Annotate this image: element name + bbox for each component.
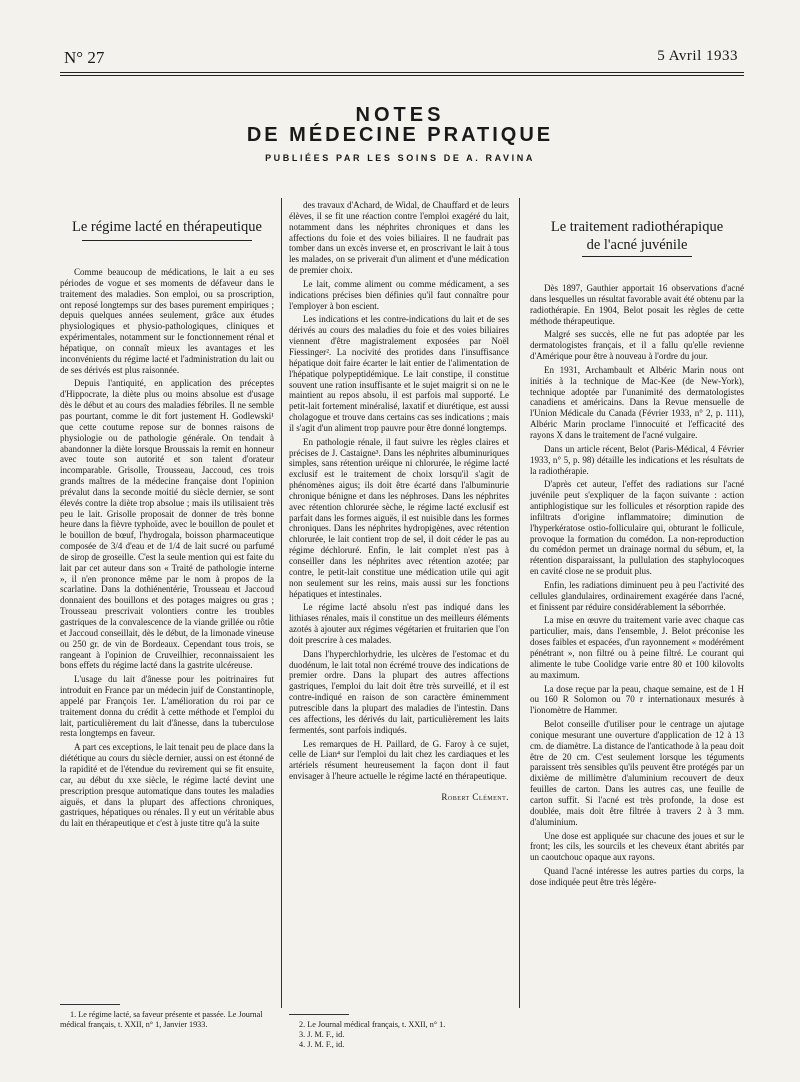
article-heading: Le traitement radiothérapique de l'acné juvénile bbox=[530, 218, 744, 257]
paragraph: En pathologie rénale, il faut suivre les règles claires et précises de J. Castaigne³. Dans les néphrites albuminuriques simples, sans rétention uréique ni chlorurée, le régime lacté exclusif est le traitement de choix lorsqu'il s'agit de phénomènes aigus; ils doit être écarté dans l'albuminurie chronique bénigne et dans les néphroses. Dans les néphrites avec rétention chlorurée sèche, le régime lacté exclusif est parfait dans les formes aiguës, il est nuisible dans les formes chroniques. Dans les néphrites hydropigènes, avec rétention chlorurée, le lait contient trop de sel, il doit céder le pas au régime déchloruré. Enfin, le lait complet n'est pas à conseiller dans les néphrites avec rétention azotée; par contre, le petit-lait constitue une médication utile qui agit non seulement sur les reins, mais aussi sur les fonctions hépatiques et intestinales. bbox=[289, 436, 509, 599]
paragraph: L'usage du lait d'ânesse pour les poitrinaires fut introduit en France par un médecin juif de Constantinople, appelé par François 1er. L'amélioration du roi par ce traitement donna du crédit à cette méthode et l'emploi du lait, particulièrement du lait d'ânesse, dans la tuberculose resta longtemps en faveur. bbox=[60, 674, 274, 739]
paragraph: Belot conseille d'utiliser pour le centrage un ajutage conique mesurant une ouverture d'application de 12 à 13 cm. de diamètre. La distance de l'anticathode à la peau doit être de 20 cm. C'est seulement lorsque les téguments paraissent très sensibles qu'ils peuvent être protégés par un dixième de millimètre d'aluminium recouvert de deux feuilles de carton. Dans les autres cas, une feuille de carton suffit. Si l'acné est très profonde, la dose est doublée, mais doit être filtrée à travers 2 à 3 mm. d'aluminium. bbox=[530, 719, 744, 827]
paragraph: La mise en œuvre du traitement varie avec chaque cas particulier, mais, dans l'ensemble, J. Belot préconise les doses faibles et espacées, d'un rayonnement « modérément pénétrant », non filtré ou à peine filtré. Le courant qui alimente le tube Coolidge varie entre 80 et 100 kilovolts au maximum. bbox=[530, 615, 744, 680]
footnotes: 2. Le Journal médical français, t. XXII, n° 1. 3. J. M. F., id. 4. J. M. F., id. bbox=[299, 1020, 446, 1049]
section-title-line2: DE MÉDECINE PRATIQUE bbox=[246, 124, 554, 146]
issue-date: 5 Avril 1933 bbox=[657, 48, 738, 64]
footnote-rule bbox=[60, 1004, 120, 1005]
paragraph: Dans un article récent, Belot (Paris-Médical, 4 Février 1933, n° 5, p. 98) détaille les indications et les résultats de la radiothérapie. bbox=[530, 443, 744, 476]
paragraph: Une dose est appliquée sur chacune des joues et sur le front; les cils, les sourcils et les cheveux étant abrités par un caoutchouc opaque aux rayons. bbox=[530, 830, 744, 863]
column-middle bbox=[289, 200, 509, 803]
section-subtitle: PUBLIÉES PAR LES SOINS DE A. RAVINA bbox=[265, 153, 535, 163]
header-rule bbox=[60, 72, 744, 73]
paragraph: Le lait, comme aliment ou comme médicament, a ses indications précises bien définies qu'il faut connaître pour l'employer à bon escient. bbox=[289, 278, 509, 311]
paragraph: Les remarques de H. Paillard, de G. Faroy à ce sujet, celle de Lian⁴ sur l'emploi du lait chez les cardiaques et les artériels résument heureusement la façon dont il faut envisager à l'heure actuelle le régime lacté en thérapeutique. bbox=[289, 738, 509, 782]
paragraph: des travaux d'Achard, de Widal, de Chauffard et de leurs élèves, il se fit une réaction contre l'emploi exagéré du lait, notamment dans les néphrites chroniques et dans les affections du foie et des voies biliaires. Il ne faudrait pas tomber dans un excès inverse et, en proscrivant le lait à tous les malades, on se priverait d'un aliment et d'une médication de premier choix. bbox=[289, 200, 509, 276]
footnote-rule bbox=[289, 1014, 349, 1015]
paragraph: A part ces exceptions, le lait tenait peu de place dans la diététique au cours du siècle dernier, aussi on est étonné de la rapidité et de l'étendue du revirement qui se fit ensuite, car, au début du xxe siècle, le régime lacté devint une prescription presque automatique dans toutes les maladies aiguës, et dans la plupart des affections chroniques, gastriques, hépatiques ou rénales. Il y eut un véritable abus du lait en thérapeutique et c'est à juste titre qu'à la suite bbox=[60, 742, 274, 829]
paragraph: Dès 1897, Gauthier apportait 16 observations d'acné dans lesquelles un résultat favorable avait été obtenu par la radiothérapie. En 1904, Belot posait les règles de cette méthode thérapeutique. bbox=[530, 283, 744, 326]
author-signature: Robert Clément. bbox=[441, 791, 509, 802]
issue-number: N° 27 bbox=[64, 48, 105, 67]
column-divider bbox=[519, 198, 520, 1008]
paragraph: Quand l'acné intéresse les autres parties du corps, la dose indiquée peut être très légère- bbox=[530, 866, 744, 887]
paragraph: Le régime lacté absolu n'est pas indiqué dans les lithiases rénales, mais il constitue un des meilleurs éléments azotés à ajouter aux régimes végétarien et fruitarien que l'on doit prescrire à ces malades. bbox=[289, 602, 509, 645]
article-heading: Le régime lacté en thérapeutique bbox=[60, 218, 274, 241]
paragraph: Les indications et les contre-indications du lait et de ses dérivés au cours des maladies du foie et des voies biliaires viennent d'être magistralement exposées par Noël Fiessinger². La nocivité des protides dans l'insuffisance hépatique doit faire écarter le lait entier de l'alimentation de l'hépatique polypeptidémique. Le lait constipe, il constitue souvent une ration insuffisante et le sujet maigrit si on ne le maintient au repos absolu, il est parfois mal supporté. Le petit-lait fortement minéralisé, laxatif et diurétique, est aussi cholagogue et trouve dans certains cas ses indications ; mais il s'agit d'un aliment trop pauvre pour être donné longtemps. bbox=[289, 314, 509, 433]
heading-underline bbox=[82, 240, 252, 241]
paragraph: Malgré ses succès, elle ne fut pas adoptée par les dermatologistes français, et il a fallu qu'elle revienne d'Amérique pour être à nouveau à l'ordre du jour. bbox=[530, 329, 744, 362]
paragraph: D'après cet auteur, l'effet des radiations sur l'acné juvénile peut s'expliquer de la façon suivante : action antiphlogistique sur les follicules et résorption rapide des infiltrats d'origine inflammatoire; diminution de l'hyperkératose ostio-folliculaire qui, obturant le follicule, provoque la formation du comédon. La non-reproduction du comédon permet un drainage normal du sébum, et, la rétention disparaissant, la pullulation des staphylocoques en cavité close ne se produit plus. bbox=[530, 479, 744, 577]
column-left bbox=[60, 200, 274, 829]
paragraph: Dans l'hyperchlorhydrie, les ulcères de l'estomac et du duodénum, le lait total non écrémé trouve des indications de premier ordre. Dans la plupart des autres affections gastriques, l'emploi du lait doit être très surveillé, et il est contre-indiqué en raison de son caractère éminemment putrescible dans la plupart des maladies de l'intestin. Dans ces affections, les dérivés du lait, particulièrement les laits fermentés, sont parfois indiqués. bbox=[289, 648, 509, 735]
paragraph: Enfin, les radiations diminuent peu à peu l'activité des cellules glandulaires, ordinairement exagérée dans l'acné, et finissent par réduire considérablement la séborrhée. bbox=[530, 579, 744, 612]
paragraph: Comme beaucoup de médications, le lait a eu ses périodes de vogue et ses moments de défaveur dans le traitement des maladies. Son emploi, ou sa proscription, ont reposé longtemps sur des bases purement empiriques ; depuis quelques années seulement, grâce aux études physiologiques et physio-pathologiques, cliniques et expérimentales, notamment sur le fonctionnement rénal et hépatique, on connaît mieux les avantages et les inconvénients du régime lacté et l'administration du lait ou de ses dérivés est plus raisonnée. bbox=[60, 267, 274, 375]
paragraph: La dose reçue par la peau, chaque semaine, est de 1 H ou 160 R Solomon ou 70 r internationaux mesurés à l'ionomètre de Hammer. bbox=[530, 683, 744, 716]
paragraph: Depuis l'antiquité, en application des préceptes d'Hippocrate, la diète plus ou moins absolue est d'usage dès le début et au cours des maladies fébriles. Il ne semble pas pourtant, comme le dit fort justement H. Godlewski¹ que cette coutume repose sur de bonnes raisons de physiologie ou de pathologie générale. On tendait à abandonner la diète lorsque Broussais la remit en honneur avec toute son autorité et son talent d'orateur incomparable. Grisolle, Trousseau, Jaccoud, ces trois grands maîtres de la médecine française dont l'opinion prévalut dans la seconde moitié du siècle dernier, se sont élevés contre la diète trop absolue ; mais ils utilisaient très peu le lait. Grisolle proposait de donner de très bonne heure dans la fièvre typhoïde, avec le bouillon de poulet et le bouillon de bœuf, l'hydrogala, boisson pharmaceutique composée de 3/4 d'eau et de 1/4 de lait sucré ou parfumé de sirop de groseille. C'est la seule mention qui est faite du lait par cet auteur dans son « Traité de pathologie interne », il n'en prononce même par le nom à propos de la scarlatine. Dans la dothiénentérie, Trousseau et Jaccoud donnaient des bouillons et des potages maigres ou gras ; Trousseau prescrivait volontiers contre les troubles gastriques de la convalescence de la viande grillée ou rôtie et Jaccoud conseillait, dès le début, de la limonade vineuse ou 250 gr. de vin de Bordeaux. Cependant tous trois, se rangeant à l'opinion de Cruveilhier, reconnaissaient les bons effets du régime lacté dans la gastrite ulcéreuse. bbox=[60, 378, 274, 671]
column-right bbox=[530, 200, 744, 888]
footnote: 1. Le régime lacté, sa faveur présente et passée. Le Journal médical français, t. XXII, n° 1, Janvier 1933. bbox=[60, 1010, 263, 1029]
heading-underline bbox=[582, 256, 692, 257]
column-divider bbox=[281, 198, 282, 1008]
header-rule-2 bbox=[60, 75, 744, 76]
paragraph: En 1931, Archambault et Albéric Marin nous ont initiés à la technique de Mac-Kee (de New-York), technique adoptée par l'unanimité des dermatologistes canadiens et américains. Dans la Revue mensuelle de l'Union Médicale du Canada (Février 1933, n° 2, p. 111), Albéric Marin proclame l'innocuité et l'efficacité des rayons X dans le traitement de l'acné vulgaire. bbox=[530, 364, 744, 440]
section-title-line1: NOTES bbox=[355, 104, 445, 126]
